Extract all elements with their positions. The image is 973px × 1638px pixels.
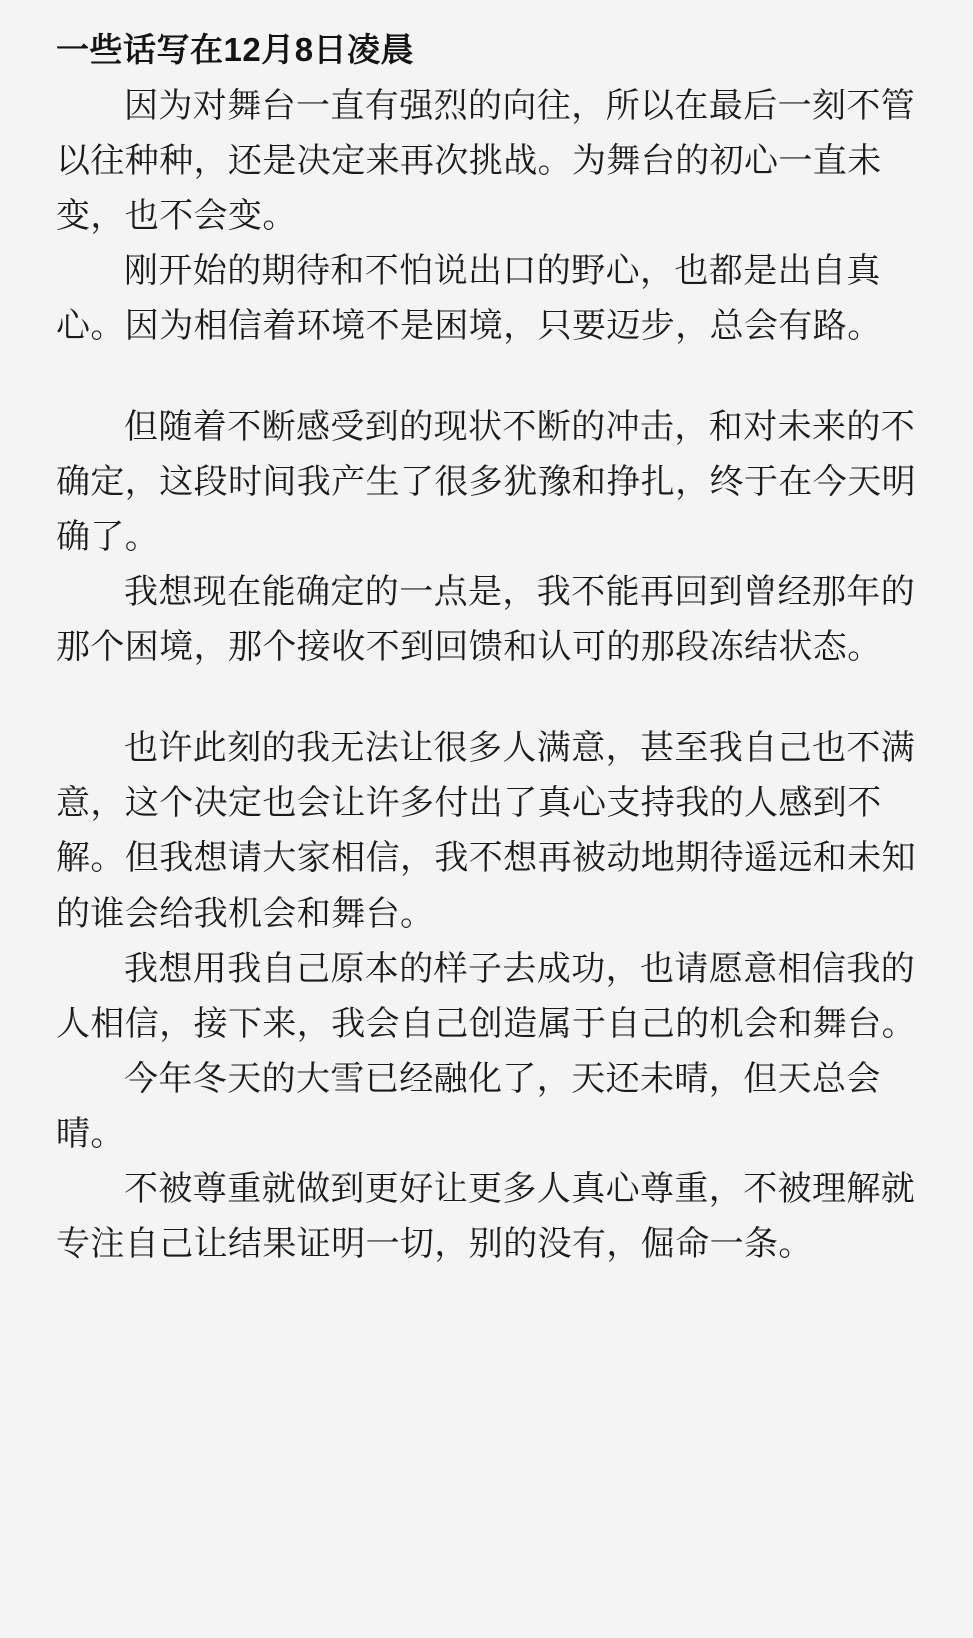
page-title: 一些话写在12月8日凌晨	[56, 31, 415, 68]
paragraph: 也许此刻的我无法让很多人满意，甚至我自己也不满意，这个决定也会让许多付出了真心支持我的人感到不解。但我想请大家相信，我不想再被动地期待遥远和未知的谁会给我机会和舞台。	[56, 729, 916, 933]
paragraph-spacer	[56, 675, 927, 721]
paragraph: 但随着不断感受到的现状不断的冲击，和对未来的不确定，这段时间我产生了很多犹豫和挣扎，终于在今天明确了。	[56, 407, 916, 557]
paragraph-spacer	[56, 354, 927, 400]
paragraph: 刚开始的期待和不怕说出口的野心，也都是出自真心。因为相信着环境不是困境，只要迈步，总会有路。	[56, 251, 882, 345]
paragraph: 我想用我自己原本的样子去成功，也请愿意相信我的人相信，接下来，我会自己创造属于自己的机会和舞台。	[56, 949, 916, 1043]
paragraph: 因为对舞台一直有强烈的向往，所以在最后一刻不管以往种种，还是决定来再次挑战。为舞台的初心一直未变，也不会变。	[56, 86, 916, 235]
paragraph: 不被尊重就做到更好让更多人真心尊重，不被理解就专注自己让结果证明一切，别的没有，倔命一条。	[56, 1169, 916, 1264]
paragraph: 我想现在能确定的一点是，我不能再回到曾经那年的那个困境，那个接收不到回馈和认可的那段冻结状态。	[56, 573, 916, 667]
paragraph: 今年冬天的大雪已经融化了，天还未晴，但天总会晴。	[56, 1059, 881, 1153]
